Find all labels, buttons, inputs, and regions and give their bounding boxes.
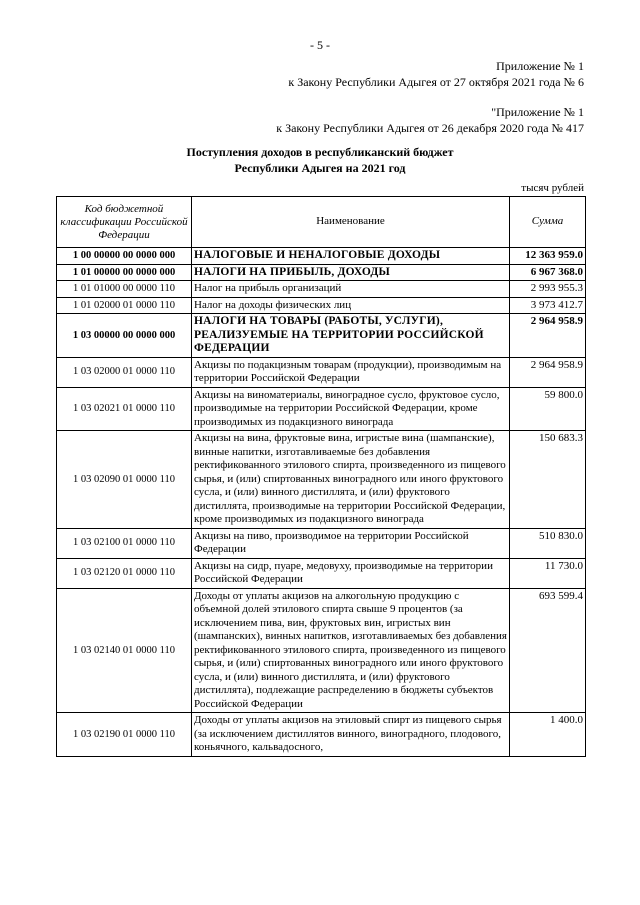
page-bottom-margin (0, 836, 640, 905)
row-code: 1 03 02120 01 0000 110 (57, 558, 192, 588)
page-number: - 5 - (310, 38, 330, 52)
appendix-previous-law: к Закону Республики Адыгея от 26 декабря 2020 года № 417 (276, 121, 584, 135)
row-code: 1 03 02021 01 0000 110 (57, 387, 192, 431)
appendix-previous (276, 104, 584, 136)
table-row (57, 297, 586, 314)
table-row (57, 387, 586, 431)
table-row (57, 264, 586, 281)
row-code: 1 03 02140 01 0000 110 (57, 588, 192, 713)
row-name: Акцизы на пиво, производимое на территории Российской Федерации (192, 528, 510, 558)
row-code: 1 01 02000 01 0000 110 (57, 297, 192, 314)
row-sum: 1 400.0 (510, 713, 586, 757)
header-code: Код бюджетной классификации Российской Федерации (57, 197, 192, 248)
appendix-current (288, 58, 584, 90)
table-row (57, 558, 586, 588)
appendix-previous-title: "Приложение № 1 (491, 105, 584, 119)
revenue-table (56, 196, 586, 757)
row-code: 1 03 02090 01 0000 110 (57, 431, 192, 529)
row-sum: 12 363 959.0 (510, 248, 586, 265)
row-sum: 2 964 958.9 (510, 314, 586, 358)
document-title-line2: Республики Адыгея на 2021 год (234, 161, 406, 175)
row-name: Акцизы на виноматериалы, виноградное сусло, фруктовое сусло, производимые на территории Российской Федерации, кроме производимых из подакцизного винограда (192, 387, 510, 431)
table-header-row (57, 197, 586, 248)
row-sum: 510 830.0 (510, 528, 586, 558)
row-code: 1 00 00000 00 0000 000 (57, 248, 192, 265)
units-label: тысяч рублей (521, 182, 584, 194)
row-code: 1 03 02100 01 0000 110 (57, 528, 192, 558)
row-name: Налог на прибыль организаций (192, 281, 510, 298)
table-row (57, 528, 586, 558)
row-sum: 693 599.4 (510, 588, 586, 713)
row-name: Акцизы по подакцизным товарам (продукции), производимым на территории Российской Федерации (192, 357, 510, 387)
document-title (0, 144, 640, 176)
row-name: Акцизы на сидр, пуаре, медовуху, производимые на территории Российской Федерации (192, 558, 510, 588)
row-name: НАЛОГИ НА ТОВАРЫ (РАБОТЫ, УСЛУГИ), РЕАЛИЗУЕМЫЕ НА ТЕРРИТОРИИ РОССИЙСКОЙ ФЕДЕРАЦИИ (192, 314, 510, 358)
table-row (57, 248, 586, 265)
appendix-current-law: к Закону Республики Адыгея от 27 октября 2021 года № 6 (288, 75, 584, 89)
row-name: Доходы от уплаты акцизов на этиловый спирт из пищевого сырья (за исключением дистиллятов винного, виноградного, плодового, коньячного, кальвадосного, (192, 713, 510, 757)
header-name: Наименование (192, 197, 510, 248)
row-name: Доходы от уплаты акцизов на алкогольную продукцию с объемной долей этилового спирта свыше 9 процентов (за исключением пива, вин, фруктовых вин, игристых вин (шампанских), винных напитков, изготавливаемых без добавления ректификованного этилового спирта, произведенного из пищевого сырья, и (или) спиртованных виноградного или иного фруктового сусла, и (или) винного дистиллята, и (или) фруктового дистиллята), подлежащие распределению в бюджеты субъектов Российской Федерации (192, 588, 510, 713)
row-sum: 2 964 958.9 (510, 357, 586, 387)
row-name: НАЛОГОВЫЕ И НЕНАЛОГОВЫЕ ДОХОДЫ (192, 248, 510, 265)
document-title-line1: Поступления доходов в республиканский бюджет (186, 145, 454, 159)
table-row (57, 281, 586, 298)
row-name: Налог на доходы физических лиц (192, 297, 510, 314)
table-row (57, 314, 586, 358)
row-name: Акцизы на вина, фруктовые вина, игристые вина (шампанские), винные напитки, изготавливаемые без добавления ректификованного этилового спирта, произведенного из пищевого сырья, и (или) спиртованных виноградного или иного фруктового сусла, и (или) винного дистиллята, и (или) фруктового дистиллята, производимые на территории Российской Федерации, кроме производимых из подакцизного винограда (192, 431, 510, 529)
row-sum: 59 800.0 (510, 387, 586, 431)
table-row (57, 431, 586, 529)
table-row (57, 357, 586, 387)
table-row (57, 588, 586, 713)
appendix-current-title: Приложение № 1 (496, 59, 584, 73)
row-sum: 2 993 955.3 (510, 281, 586, 298)
row-sum: 3 973 412.7 (510, 297, 586, 314)
row-code: 1 01 00000 00 0000 000 (57, 264, 192, 281)
row-code: 1 03 02000 01 0000 110 (57, 357, 192, 387)
header-sum: Сумма (510, 197, 586, 248)
row-sum: 11 730.0 (510, 558, 586, 588)
row-sum: 150 683.3 (510, 431, 586, 529)
row-code: 1 03 02190 01 0000 110 (57, 713, 192, 757)
row-code: 1 01 01000 00 0000 110 (57, 281, 192, 298)
table-row (57, 713, 586, 757)
row-code: 1 03 00000 00 0000 000 (57, 314, 192, 358)
row-sum: 6 967 368.0 (510, 264, 586, 281)
row-name: НАЛОГИ НА ПРИБЫЛЬ, ДОХОДЫ (192, 264, 510, 281)
